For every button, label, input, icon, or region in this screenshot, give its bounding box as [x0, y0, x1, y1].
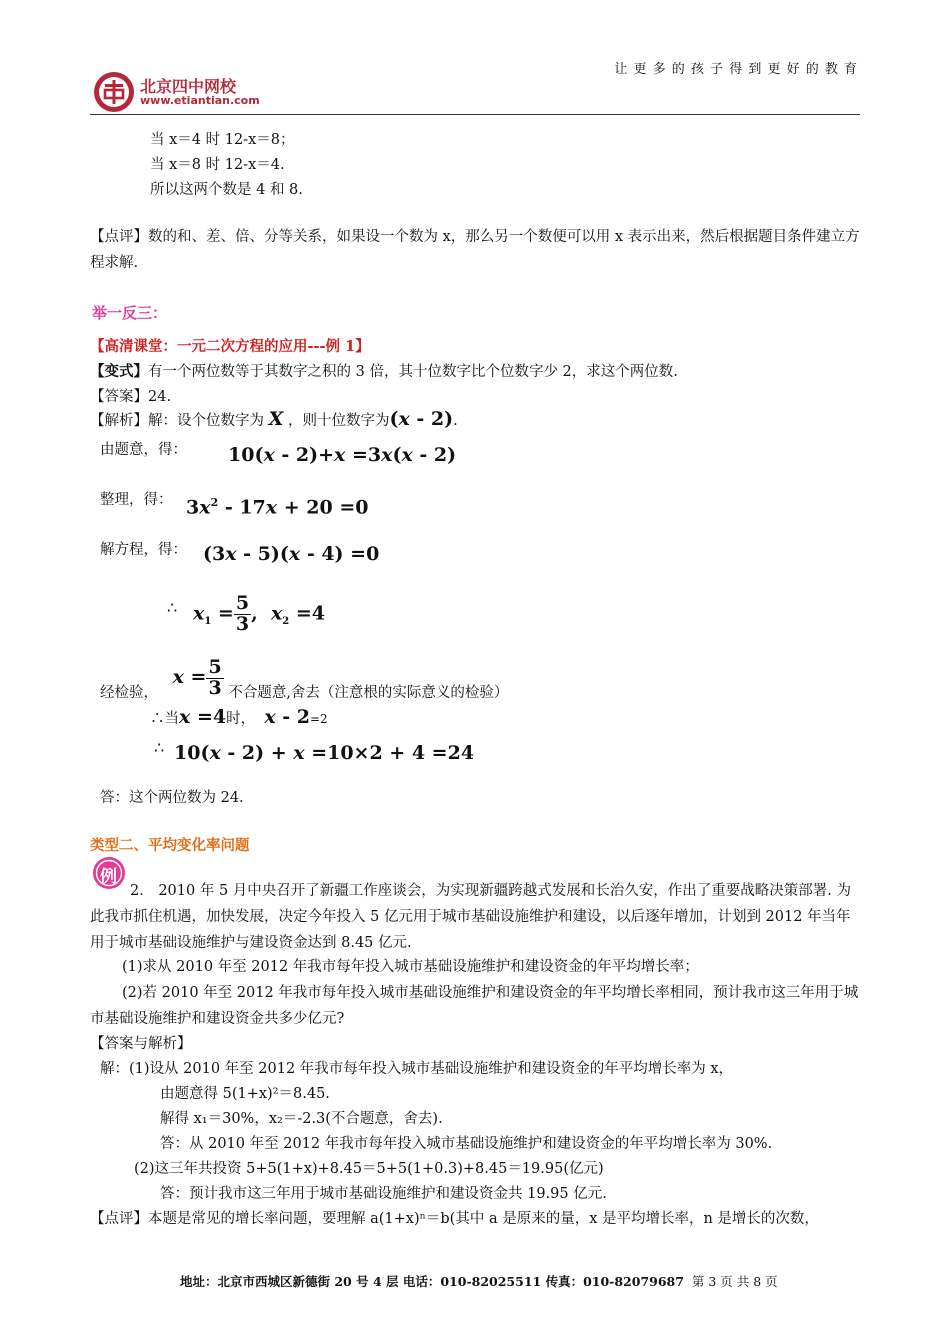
- comment-tag: 【点评】: [90, 229, 148, 245]
- solution-line-2: 当 x＝8 时 12-x＝4.: [150, 157, 285, 173]
- section-title-juyi: 举一反三：: [92, 304, 168, 322]
- comment2-text: 本题是常见的增长率问题，要理解 a(1+x)ⁿ＝b(其中 a 是原来的量，x 是平均增长率，n 是增长的次数，: [148, 1211, 819, 1227]
- when-x-eq-4: x =4: [179, 706, 227, 728]
- comment2-tag: 【点评】: [90, 1211, 148, 1227]
- verify-equation: 10(x - 2) + x =10×2 + 4 =24: [174, 742, 475, 764]
- check-prefix: 经检验，: [100, 685, 158, 702]
- analysis-tag: 【解析】: [90, 413, 148, 429]
- logo-name: 北京四中网校: [140, 77, 237, 96]
- footer-page: 第 3 页 共 8 页: [691, 1274, 778, 1289]
- solution-line-1: 当 x＝4 时 12-x＝8；: [150, 132, 295, 148]
- check-suffix: 不合题意,舍去（注意根的实际意义的检验）: [228, 685, 509, 702]
- organize-label: 整理，得：: [100, 492, 173, 508]
- when-x-minus-2: x - 2: [264, 706, 310, 728]
- therefore-symbol-2: ∴: [154, 738, 165, 757]
- expr-x-minus-2: (x - 2): [389, 408, 454, 430]
- when-prefix: ∴当: [150, 711, 179, 727]
- equation-1: 10(x - 2)+x =3x(x - 2): [228, 444, 457, 466]
- example-badge-label: 例: [100, 867, 117, 887]
- question-1: (1)求从 2010 年至 2012 年我市每年投入城市基础设施维护和建设资金的年平均增长率；: [122, 959, 699, 975]
- equation-2: $3x^2 - 17x + 20 =0$: [186, 496, 369, 519]
- by-meaning-label: 由题意，得：: [100, 442, 187, 458]
- var-x: X: [268, 408, 284, 430]
- analysis-line: 【解析】解：设个位数字为 X ，则十位数字为(x - 2).: [90, 408, 458, 430]
- solution-step-3: 解得 x₁＝30%，x₂＝-2.3(不合题意，舍去).: [160, 1111, 443, 1127]
- logo-url: www.etiantian.com: [140, 94, 260, 107]
- school-emblem-icon: [92, 70, 136, 114]
- course-label: 【高清课堂：一元二次方程的应用---例 1】: [90, 338, 370, 355]
- analysis-text: 解：设个位数字为: [148, 413, 264, 429]
- solution-step-1: 解：(1)设从 2010 年至 2012 年我市每年投入城市基础设施维护和建设资金的年平均增长率为 x，: [100, 1061, 734, 1077]
- comment-block-2: [90, 1207, 819, 1228]
- section-title-type2: 类型二、平均变化率问题: [90, 837, 250, 854]
- header-slogan: 让 更 多 的 孩 子 得 到 更 好 的 教 育: [614, 62, 858, 77]
- solution-step-5: (2)这三年共投资 5+5(1+x)+8.45＝5+5(1+0.3)+8.45＝19.95(亿元): [134, 1161, 604, 1177]
- check-line: [100, 656, 509, 702]
- answer-analysis-tag: 【答案与解析】: [90, 1036, 192, 1052]
- equation-3: (3x - 5)(x - 4) =0: [203, 543, 380, 565]
- analysis-mid: ，则十位数字为: [287, 413, 390, 429]
- footer-address: 地址：北京市西城区新德街 20 号 4 层 电话：010-82025511 传真：010-82079687: [180, 1274, 684, 1289]
- variant-line: [90, 360, 678, 381]
- when-suffix: =2: [309, 712, 328, 726]
- answer-line: 【答案】24.: [90, 389, 172, 405]
- when-mid: 时，: [226, 711, 256, 727]
- solve-label: 解方程，得：: [100, 542, 187, 558]
- solution-step-6: 答：预计我市这三年用于城市基础设施维护和建设资金共 19.95 亿元.: [160, 1186, 607, 1202]
- solution-step-4: 答：从 2010 年至 2012 年我市每年投入城市基础设施维护和建设资金的年平均增长率为 30%.: [160, 1136, 773, 1152]
- comment-text: 数的和、差、倍、分等关系，如果设一个数为 x，那么另一个数便可以用 x 表示出来，然后根据题目条件建立方程求解.: [90, 229, 860, 271]
- solution-step-2: 由题意得 5(1+x)²＝8.45.: [160, 1086, 330, 1102]
- when-line: [150, 706, 328, 728]
- header-divider: [90, 114, 860, 115]
- comment-block-1: [90, 224, 860, 276]
- problem-text: 2． 2010 年 5 月中央召开了新疆工作座谈会，为实现新疆跨越式发展和长治久安，作出了重要战略决策部署. 为此我市抓住机遇，加快发展，决定今年投入 5 亿元用于城市基础设施维护和建设，以后逐年增加，计划到 2012 年当年用于城市基础设施维护与建设资金达到 8.45 亿元.: [90, 883, 852, 951]
- question-2: (2)若 2010 年至 2012 年我市每年投入城市基础设施维护和建设资金的年平均增长率相同，预计我市这三年用于城市基础设施维护和建设资金共多少亿元?: [90, 985, 859, 1027]
- solution-line-3: 所以这两个数是 4 和 8.: [150, 182, 303, 198]
- rejected-root: x = $\frac{5}{3}$: [172, 656, 222, 699]
- roots-expression: $x_1$ = $\frac{5}{3}$ , $x_2 =4$: [193, 592, 325, 635]
- therefore-symbol-1: ∴: [167, 598, 178, 617]
- final-answer: 答：这个两位数为 24.: [100, 790, 244, 806]
- variant-tag: 【变式】: [90, 363, 148, 380]
- footer: [180, 1272, 778, 1290]
- variant-text: 有一个两位数等于其数字之积的 3 倍，其十位数字比个位数字少 2，求这个两位数.: [148, 364, 678, 380]
